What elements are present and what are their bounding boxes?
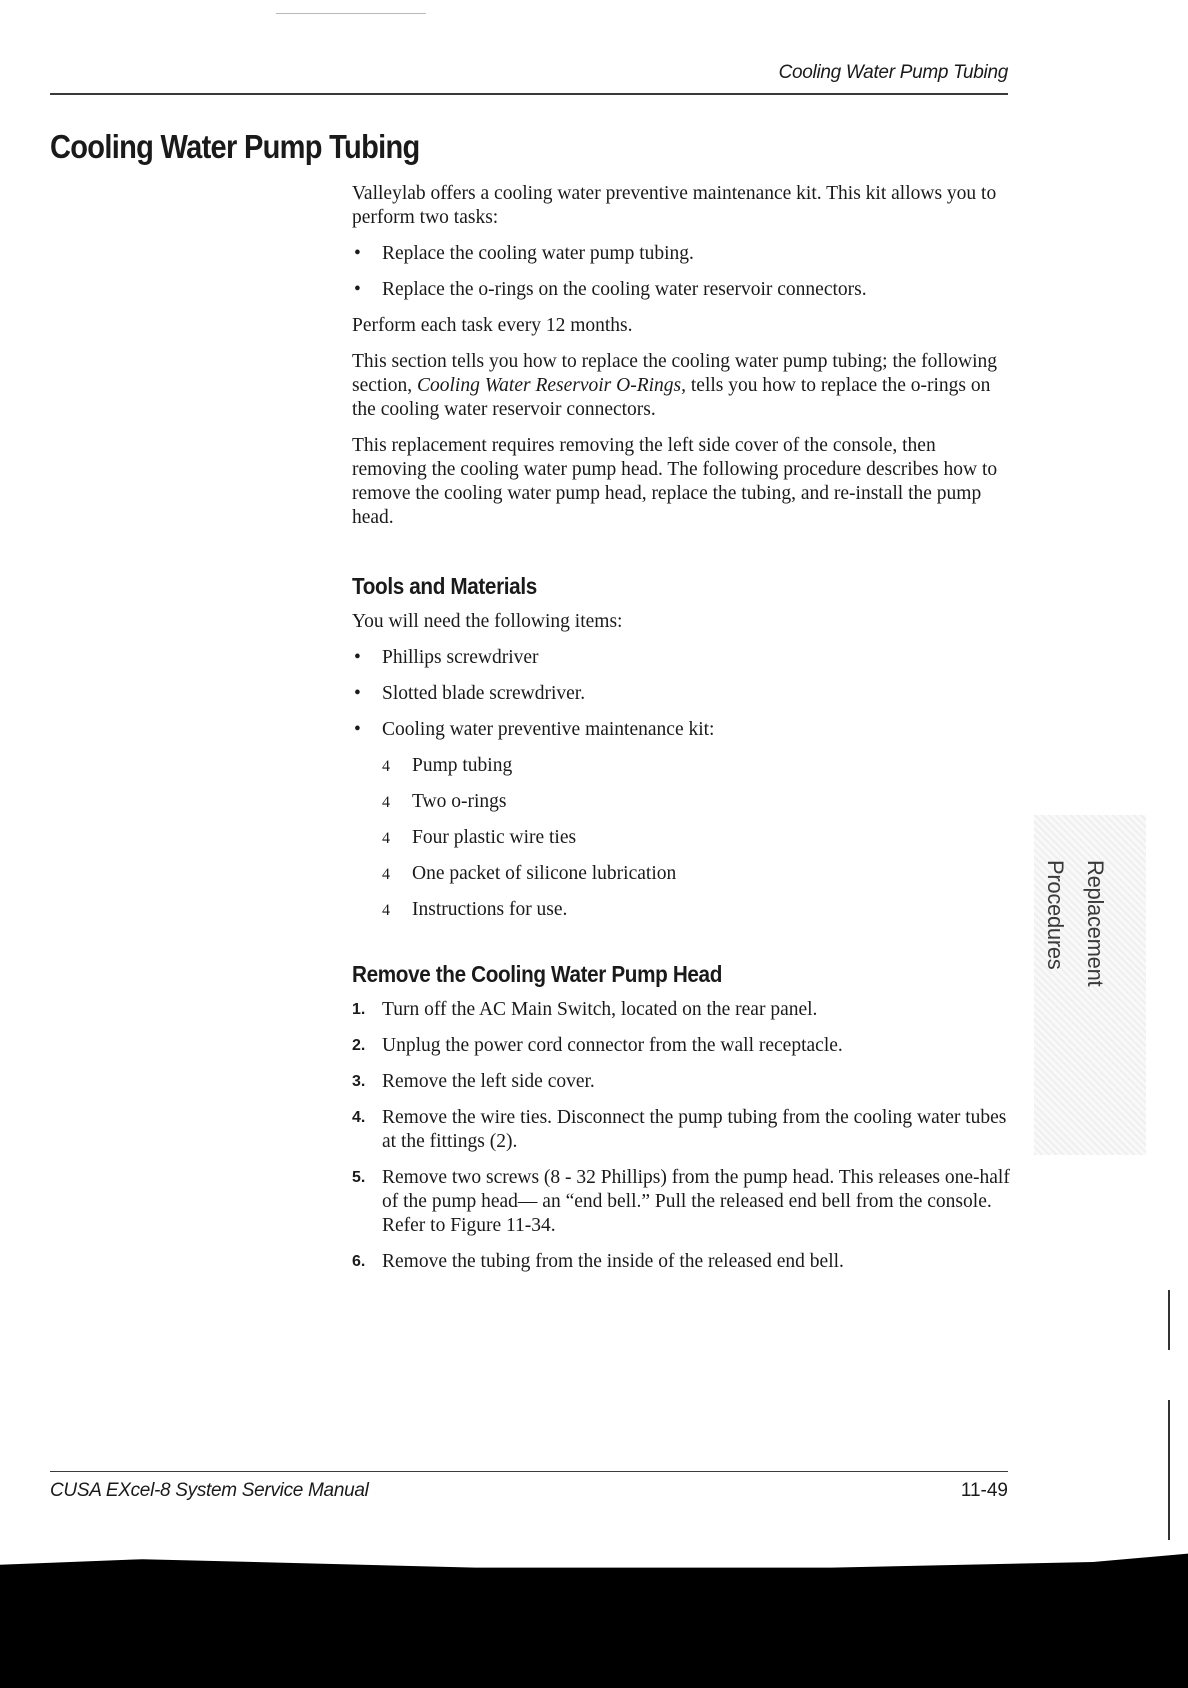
list-item: 4 Pump tubing (352, 754, 1012, 778)
bullet-icon: • (354, 243, 361, 264)
list-item: 4 One packet of silicone lubrication (352, 862, 1012, 886)
list-item: 4 Instructions for use. (352, 898, 1012, 922)
header-rule (50, 93, 1008, 95)
step-item: 1. Turn off the AC Main Switch, located on the rear panel. (352, 999, 818, 1020)
page-number: 11-49 (960, 1480, 1008, 1501)
step-item: 6. Remove the tubing from the inside of the released end bell. (352, 1251, 844, 1272)
overview-paragraph: This replacement requires removing the left side cover of the console, then removing the cooling water pump head. The following procedure describes how to remove the cooling water pump head, replace the tubing, and re-install the pump head. (352, 435, 998, 528)
tools-heading: Tools and Materials (352, 573, 537, 599)
task-list (352, 242, 1012, 302)
intro-paragraph: Valleylab offers a cooling water preventive maintenance kit. This kit allows you to perform two tasks: (352, 183, 997, 228)
list-item: • Phillips screwdriver (354, 647, 539, 668)
body-content (352, 182, 1012, 1286)
check-marker-icon: 4 (382, 758, 390, 775)
footer-rule (50, 1471, 1008, 1472)
frequency-paragraph: Perform each task every 12 months. (352, 315, 633, 336)
procedure-steps (352, 998, 1012, 1274)
tools-lead: You will need the following items: (352, 611, 623, 632)
page-title: Cooling Water Pump Tubing (50, 128, 420, 165)
bullet-icon: • (354, 719, 361, 740)
list-item: • Replace the o-rings on the cooling water reservoir connectors. (354, 279, 867, 300)
manual-title: CUSA EXcel-8 System Service Manual (50, 1480, 369, 1501)
scan-edge-line (1168, 1290, 1170, 1350)
running-header: Cooling Water Pump Tubing (778, 62, 1008, 83)
list-item: • Replace the cooling water pump tubing. (354, 243, 694, 264)
check-marker-icon: 4 (382, 830, 390, 847)
scan-artifact-line (276, 13, 426, 14)
check-marker-icon: 4 (382, 794, 390, 811)
scan-shadow-bar (0, 1548, 1188, 1688)
scan-edge-line (1168, 1400, 1170, 1540)
list-item: 4 Four plastic wire ties (352, 826, 1012, 850)
step-item: 3. Remove the left side cover. (352, 1071, 595, 1092)
list-item: 4 Two o-rings (352, 790, 1012, 814)
chapter-tab-label: Replacement Procedures (1043, 860, 1108, 987)
list-item: • Slotted blade screwdriver. (354, 683, 586, 704)
bullet-icon: • (354, 279, 361, 300)
remove-heading: Remove the Cooling Water Pump Head (352, 961, 722, 987)
bullet-icon: • (354, 647, 361, 668)
check-marker-icon: 4 (382, 902, 390, 919)
tools-list (352, 646, 1012, 742)
section-scope-paragraph: This section tells you how to replace the cooling water pump tubing; the following section, Cooling Water Reservoir O-Rings, tells you how to replace the o-rings on the cooling water reservoir connectors. (352, 351, 997, 420)
kit-contents-list (352, 754, 1012, 922)
step-item: 5. Remove two screws (8 - 32 Phillips) from the pump head. This releases one-half of the pump head— an “end bell.” Pull the released end bell from the console. Refer to Figure 11-34. (352, 1167, 1010, 1236)
step-item: 2. Unplug the power cord connector from the wall receptacle. (352, 1035, 843, 1056)
bullet-icon: • (354, 683, 361, 704)
step-item: 4. Remove the wire ties. Disconnect the pump tubing from the cooling water tubes at the fittings (2). (352, 1107, 1007, 1152)
cross-reference: Cooling Water Reservoir O-Rings, (416, 375, 686, 396)
list-item: • Cooling water preventive maintenance kit: (354, 719, 715, 740)
check-marker-icon: 4 (382, 866, 390, 883)
